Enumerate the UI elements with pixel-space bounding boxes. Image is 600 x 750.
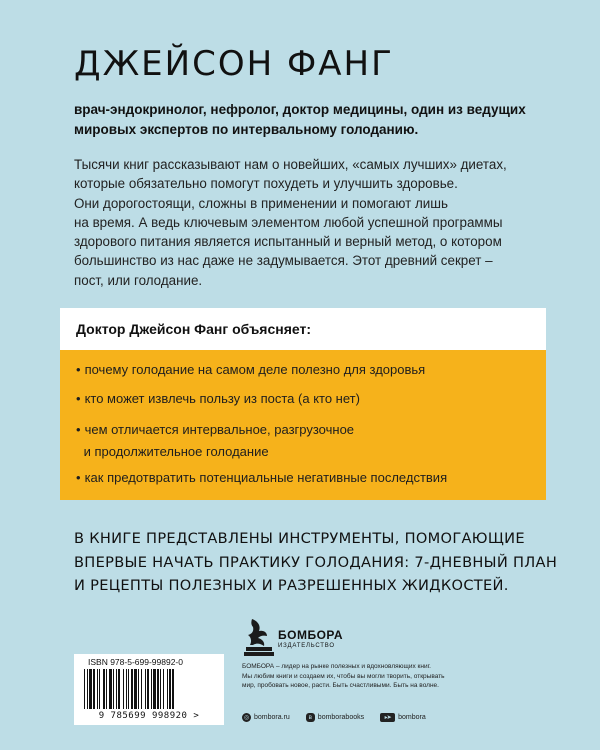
social-link-vk[interactable] bbox=[306, 713, 364, 722]
social-link-text: bomborabooks bbox=[317, 713, 365, 721]
list-item-line: • кто может извлечь пользу из поста (а кто нет) bbox=[76, 390, 360, 408]
bombora-logo-icon bbox=[242, 617, 276, 657]
barcode-stripe bbox=[172, 669, 174, 709]
barcode-stripe bbox=[93, 669, 95, 709]
barcode-stripe bbox=[116, 669, 117, 709]
publisher-description-line: БОМБОРА – лидер на рынке полезных и вдохновляющих книг. bbox=[242, 663, 431, 670]
barcode-stripe bbox=[87, 669, 88, 709]
barcode-digits: 9 785699 998920 > bbox=[98, 711, 200, 721]
instagram-icon: ◎ bbox=[243, 713, 250, 721]
barcode-stripe bbox=[118, 669, 120, 709]
publisher-description-line: Мы любим книги и создаем их, чтобы вы могли творить, открывать bbox=[242, 672, 445, 680]
list-item-line: • как предотвратить потенциальные негативные последствия bbox=[76, 469, 447, 487]
blurb-line: Они дорогостоящи, сложны в применении и помогают лишь bbox=[74, 195, 448, 211]
barcode-stripe bbox=[163, 669, 164, 709]
barcode-stripe bbox=[103, 669, 105, 709]
blurb-line: большинство из нас даже не задумывается. Этот древний секрет – bbox=[74, 253, 493, 269]
barcode-stripe bbox=[134, 669, 137, 709]
barcode bbox=[74, 654, 224, 725]
explains-header: Доктор Джейсон Фанг объясняет: bbox=[60, 308, 546, 350]
publisher-social-links bbox=[242, 710, 442, 724]
blurb-line: здорового питания является испытанный и верный метод, о котором bbox=[74, 234, 502, 250]
barcode-stripe bbox=[99, 669, 100, 709]
barcode-stripe bbox=[89, 669, 92, 709]
barcode-stripe bbox=[84, 669, 85, 709]
list-item bbox=[76, 421, 354, 461]
barcode-stripe bbox=[141, 669, 142, 709]
barcode-stripe bbox=[97, 669, 98, 709]
publisher-name: БОМБОРА bbox=[278, 628, 344, 642]
barcode-stripe bbox=[167, 669, 168, 709]
blurb-line: пост, или голодание. bbox=[74, 272, 203, 288]
barcode-stripe bbox=[113, 669, 114, 709]
barcode-stripe bbox=[153, 669, 156, 709]
barcode-stripe bbox=[138, 669, 139, 709]
social-link-text: bombora.ru bbox=[254, 713, 290, 721]
publisher-subtitle: ИЗДАТЕЛЬСТВО bbox=[278, 643, 335, 649]
social-link-bombora[interactable] bbox=[380, 713, 426, 722]
list-item-line: • чем отличается интервальное, разгрузочное bbox=[76, 421, 354, 439]
barcode-stripe bbox=[169, 669, 171, 709]
barcode-stripe bbox=[145, 669, 146, 709]
social-link-site[interactable] bbox=[242, 713, 290, 722]
author-description: врач-эндокринолог, нефролог, доктор медицины, один из ведущих мировых экспертов по интервальному голоданию. bbox=[74, 102, 526, 137]
barcode-stripe bbox=[109, 669, 112, 709]
barcode-stripe bbox=[147, 669, 149, 709]
author-name: ДЖЕЙСОН ФАНГ bbox=[74, 44, 394, 84]
barcode-stripe bbox=[157, 669, 159, 709]
tools-line: И РЕЦЕПТЫ ПОЛЕЗНЫХ И РАЗРЕШЕННЫХ ЖИДКОСТЕЙ. bbox=[74, 577, 509, 594]
explains-list bbox=[60, 350, 546, 500]
barcode-bars bbox=[82, 669, 214, 709]
isbn-label: ISBN 978-5-699-99892-0 bbox=[88, 657, 183, 667]
barcode-stripe bbox=[151, 669, 152, 709]
vk-icon: в bbox=[306, 713, 315, 722]
list-item bbox=[76, 361, 425, 379]
tools-line: В КНИГЕ ПРЕДСТАВЛЕНЫ ИНСТРУМЕНТЫ, ПОМОГАЮЩИЕ bbox=[74, 530, 525, 547]
barcode-stripe bbox=[123, 669, 124, 709]
tools-text bbox=[74, 527, 558, 598]
barcode-stripe bbox=[160, 669, 161, 709]
social-link-text: bombora bbox=[398, 713, 426, 721]
barcode-stripe bbox=[128, 669, 129, 709]
barcode-stripe bbox=[106, 669, 107, 709]
barcode-stripe bbox=[131, 669, 133, 709]
list-item-line: • почему голодание на самом деле полезно для здоровья bbox=[76, 361, 425, 379]
tools-line: ВПЕРВЫЕ НАЧАТЬ ПРАКТИКУ ГОЛОДАНИЯ: 7-ДНЕВНЫЙ ПЛАН bbox=[74, 553, 558, 571]
list-item-line: и продолжительное голодание bbox=[83, 444, 269, 459]
list-item bbox=[76, 390, 360, 408]
youtube-telegram-icon: ▸➤ bbox=[380, 713, 395, 722]
barcode-stripe bbox=[126, 669, 127, 709]
blurb-line: Тысячи книг рассказывают нам о новейших, «самых лучших» диетах, bbox=[74, 157, 507, 172]
blurb-line: на время. А ведь ключевым элементом любой успешной программы bbox=[74, 214, 503, 230]
list-item bbox=[76, 469, 447, 487]
publisher-description-line: мир, пробовать новое, расти. Быть счастливыми. Быть на волне. bbox=[242, 682, 439, 689]
publisher-description bbox=[242, 662, 492, 691]
blurb-text bbox=[74, 155, 544, 290]
blurb-line: которые обязательно помогут похудеть и улучшить здоровье. bbox=[74, 176, 458, 192]
